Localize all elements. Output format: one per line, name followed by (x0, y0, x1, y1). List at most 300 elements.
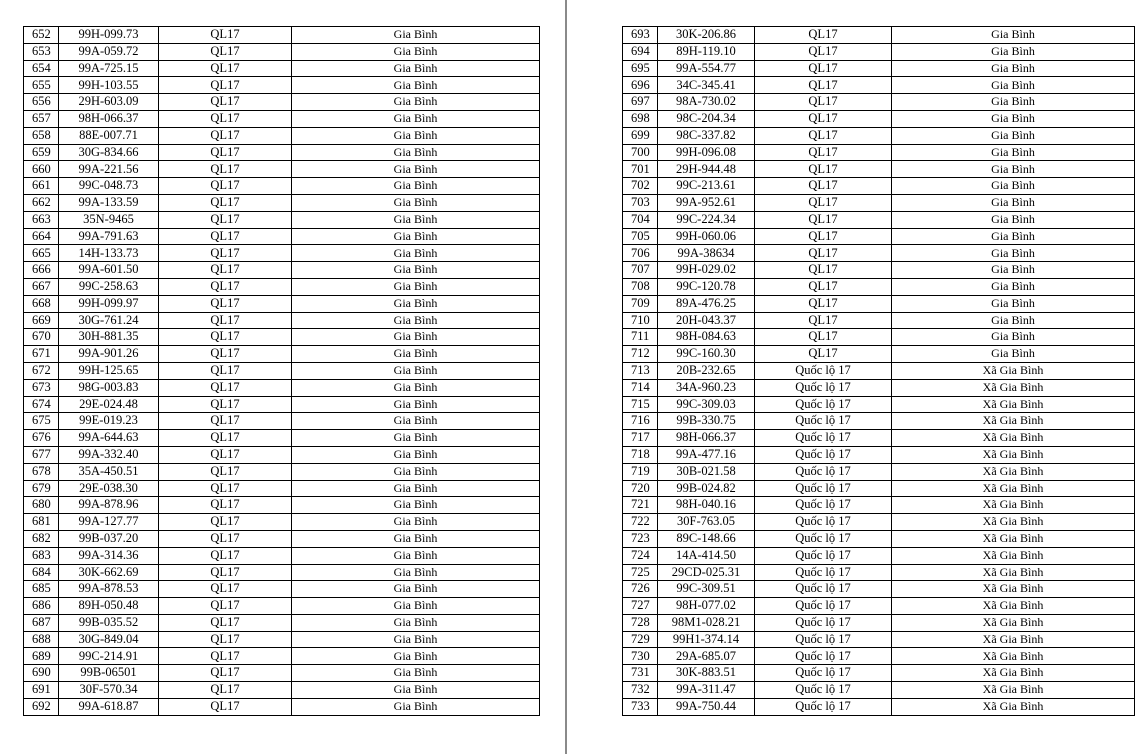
license-plate-cell: 29A-685.07 (658, 648, 755, 665)
table-row (24, 245, 540, 262)
row-number-cell: 663 (24, 211, 59, 228)
table-row (623, 581, 1135, 598)
road-cell: QL17 (159, 698, 292, 715)
table-row (623, 43, 1135, 60)
location-cell: Xã Gia Bình (892, 413, 1135, 430)
license-plate-cell: 99A-901.26 (59, 346, 159, 363)
road-cell: QL17 (159, 60, 292, 77)
table-row (24, 27, 540, 44)
location-cell: Gia Bình (892, 312, 1135, 329)
license-plate-cell: 98A-730.02 (658, 94, 755, 111)
row-number-cell: 698 (623, 110, 658, 127)
road-cell: QL17 (755, 329, 892, 346)
table-row (623, 463, 1135, 480)
row-number-cell: 655 (24, 77, 59, 94)
table-row (623, 194, 1135, 211)
location-cell: Gia Bình (292, 631, 540, 648)
table-row (623, 312, 1135, 329)
license-plate-cell: 88E-007.71 (59, 127, 159, 144)
row-number-cell: 732 (623, 682, 658, 699)
row-number-cell: 662 (24, 194, 59, 211)
row-number-cell: 703 (623, 194, 658, 211)
plate-table-right-body (623, 27, 1135, 716)
table-row (623, 547, 1135, 564)
row-number-cell: 686 (24, 598, 59, 615)
license-plate-cell: 99A-644.63 (59, 430, 159, 447)
row-number-cell: 652 (24, 27, 59, 44)
row-number-cell: 717 (623, 430, 658, 447)
table-row (623, 362, 1135, 379)
location-cell: Gia Bình (292, 295, 540, 312)
license-plate-cell: 99A-554.77 (658, 60, 755, 77)
road-cell: QL17 (159, 211, 292, 228)
road-cell: QL17 (755, 43, 892, 60)
road-cell: Quốc lộ 17 (755, 614, 892, 631)
road-cell: QL17 (159, 178, 292, 195)
road-cell: QL17 (755, 110, 892, 127)
location-cell: Gia Bình (292, 463, 540, 480)
table-row (623, 127, 1135, 144)
location-cell: Gia Bình (892, 245, 1135, 262)
row-number-cell: 666 (24, 262, 59, 279)
license-plate-cell: 89C-148.66 (658, 530, 755, 547)
road-cell: QL17 (755, 312, 892, 329)
table-row (623, 413, 1135, 430)
license-plate-cell: 99H-103.55 (59, 77, 159, 94)
location-cell: Gia Bình (292, 211, 540, 228)
table-row (623, 480, 1135, 497)
table-row (24, 598, 540, 615)
row-number-cell: 682 (24, 530, 59, 547)
road-cell: QL17 (755, 127, 892, 144)
row-number-cell: 733 (623, 698, 658, 715)
license-plate-cell: 99B-035.52 (59, 614, 159, 631)
location-cell: Xã Gia Bình (892, 530, 1135, 547)
road-cell: QL17 (159, 497, 292, 514)
table-row (623, 60, 1135, 77)
location-cell: Gia Bình (292, 446, 540, 463)
license-plate-cell: 99A-477.16 (658, 446, 755, 463)
table-row (623, 598, 1135, 615)
road-cell: Quốc lộ 17 (755, 547, 892, 564)
road-cell: QL17 (159, 682, 292, 699)
row-number-cell: 654 (24, 60, 59, 77)
license-plate-cell: 99B-037.20 (59, 530, 159, 547)
license-plate-cell: 99A-314.36 (59, 547, 159, 564)
road-cell: Quốc lộ 17 (755, 413, 892, 430)
row-number-cell: 706 (623, 245, 658, 262)
license-plate-cell: 29H-603.09 (59, 94, 159, 111)
location-cell: Gia Bình (292, 127, 540, 144)
road-cell: QL17 (159, 94, 292, 111)
table-row (24, 463, 540, 480)
table-row (24, 295, 540, 312)
license-plate-cell: 30K-662.69 (59, 564, 159, 581)
table-row (623, 631, 1135, 648)
license-plate-cell: 14H-133.73 (59, 245, 159, 262)
road-cell: QL17 (159, 228, 292, 245)
license-plate-cell: 34C-345.41 (658, 77, 755, 94)
row-number-cell: 690 (24, 665, 59, 682)
road-cell: QL17 (159, 379, 292, 396)
location-cell: Gia Bình (892, 295, 1135, 312)
table-row (24, 446, 540, 463)
location-cell: Gia Bình (292, 648, 540, 665)
road-cell: QL17 (159, 329, 292, 346)
road-cell: QL17 (159, 648, 292, 665)
road-cell: Quốc lộ 17 (755, 362, 892, 379)
road-cell: Quốc lộ 17 (755, 648, 892, 665)
road-cell: QL17 (159, 245, 292, 262)
license-plate-cell: 29E-038.30 (59, 480, 159, 497)
row-number-cell: 656 (24, 94, 59, 111)
road-cell: Quốc lộ 17 (755, 480, 892, 497)
location-cell: Xã Gia Bình (892, 598, 1135, 615)
road-cell: QL17 (755, 262, 892, 279)
table-row (24, 312, 540, 329)
license-plate-cell: 98M1-028.21 (658, 614, 755, 631)
license-plate-cell: 99A-952.61 (658, 194, 755, 211)
row-number-cell: 697 (623, 94, 658, 111)
row-number-cell: 715 (623, 396, 658, 413)
license-plate-cell: 98C-204.34 (658, 110, 755, 127)
table-row (623, 648, 1135, 665)
license-plate-cell: 98H-040.16 (658, 497, 755, 514)
table-row (24, 346, 540, 363)
location-cell: Gia Bình (292, 60, 540, 77)
license-plate-cell: 29H-944.48 (658, 161, 755, 178)
road-cell: QL17 (159, 346, 292, 363)
row-number-cell: 702 (623, 178, 658, 195)
table-row (24, 614, 540, 631)
road-cell: Quốc lộ 17 (755, 598, 892, 615)
table-row (24, 262, 540, 279)
license-plate-cell: 99A-133.59 (59, 194, 159, 211)
road-cell: QL17 (159, 144, 292, 161)
location-cell: Gia Bình (292, 682, 540, 699)
table-row (24, 94, 540, 111)
table-row (24, 278, 540, 295)
table-row (623, 27, 1135, 44)
location-cell: Gia Bình (292, 161, 540, 178)
row-number-cell: 661 (24, 178, 59, 195)
road-cell: QL17 (755, 161, 892, 178)
location-cell: Gia Bình (892, 329, 1135, 346)
table-row (623, 228, 1135, 245)
location-cell: Xã Gia Bình (892, 514, 1135, 531)
table-row (623, 161, 1135, 178)
road-cell: QL17 (755, 60, 892, 77)
road-cell: QL17 (755, 228, 892, 245)
location-cell: Gia Bình (292, 94, 540, 111)
road-cell: QL17 (159, 480, 292, 497)
license-plate-cell: 99A-059.72 (59, 43, 159, 60)
row-number-cell: 707 (623, 262, 658, 279)
location-cell: Gia Bình (892, 60, 1135, 77)
table-row (623, 682, 1135, 699)
license-plate-cell: 99H-099.97 (59, 295, 159, 312)
location-cell: Gia Bình (292, 665, 540, 682)
road-cell: QL17 (755, 194, 892, 211)
license-plate-cell: 30G-834.66 (59, 144, 159, 161)
location-cell: Gia Bình (292, 228, 540, 245)
license-plate-cell: 99H-099.73 (59, 27, 159, 44)
license-plate-cell: 99A-750.44 (658, 698, 755, 715)
road-cell: QL17 (755, 178, 892, 195)
table-row (623, 396, 1135, 413)
table-row (623, 665, 1135, 682)
road-cell: Quốc lộ 17 (755, 514, 892, 531)
license-plate-cell: 99A-791.63 (59, 228, 159, 245)
table-row (24, 194, 540, 211)
table-row (24, 430, 540, 447)
road-cell: Quốc lộ 17 (755, 446, 892, 463)
row-number-cell: 660 (24, 161, 59, 178)
location-cell: Xã Gia Bình (892, 379, 1135, 396)
row-number-cell: 688 (24, 631, 59, 648)
license-plate-cell: 99A-618.87 (59, 698, 159, 715)
location-cell: Gia Bình (292, 43, 540, 60)
license-plate-cell: 30F-570.34 (59, 682, 159, 699)
license-plate-cell: 99A-38634 (658, 245, 755, 262)
road-cell: QL17 (159, 547, 292, 564)
location-cell: Xã Gia Bình (892, 665, 1135, 682)
row-number-cell: 672 (24, 362, 59, 379)
row-number-cell: 709 (623, 295, 658, 312)
table-row (623, 698, 1135, 715)
road-cell: Quốc lộ 17 (755, 698, 892, 715)
table-row (623, 514, 1135, 531)
row-number-cell: 685 (24, 581, 59, 598)
row-number-cell: 673 (24, 379, 59, 396)
license-plate-cell: 30H-881.35 (59, 329, 159, 346)
row-number-cell: 659 (24, 144, 59, 161)
location-cell: Gia Bình (892, 110, 1135, 127)
table-row (24, 682, 540, 699)
location-cell: Gia Bình (292, 312, 540, 329)
road-cell: QL17 (755, 94, 892, 111)
table-row (24, 547, 540, 564)
license-plate-cell: 99A-127.77 (59, 514, 159, 531)
location-cell: Gia Bình (292, 346, 540, 363)
location-cell: Xã Gia Bình (892, 564, 1135, 581)
location-cell: Gia Bình (292, 110, 540, 127)
row-number-cell: 653 (24, 43, 59, 60)
license-plate-cell: 98H-066.37 (658, 430, 755, 447)
license-plate-cell: 99B-024.82 (658, 480, 755, 497)
table-row (623, 446, 1135, 463)
location-cell: Gia Bình (892, 211, 1135, 228)
location-cell: Gia Bình (892, 94, 1135, 111)
road-cell: QL17 (755, 144, 892, 161)
row-number-cell: 712 (623, 346, 658, 363)
license-plate-cell: 99A-878.96 (59, 497, 159, 514)
document-page-right (567, 0, 1141, 754)
table-row (623, 278, 1135, 295)
road-cell: QL17 (755, 278, 892, 295)
row-number-cell: 710 (623, 312, 658, 329)
road-cell: QL17 (159, 564, 292, 581)
location-cell: Gia Bình (292, 497, 540, 514)
row-number-cell: 705 (623, 228, 658, 245)
license-plate-cell: 98G-003.83 (59, 379, 159, 396)
license-plate-cell: 30K-206.86 (658, 27, 755, 44)
location-cell: Gia Bình (892, 228, 1135, 245)
road-cell: QL17 (159, 665, 292, 682)
road-cell: QL17 (159, 581, 292, 598)
road-cell: QL17 (159, 631, 292, 648)
location-cell: Gia Bình (292, 362, 540, 379)
table-row (623, 346, 1135, 363)
table-row (24, 60, 540, 77)
location-cell: Gia Bình (292, 27, 540, 44)
plate-table-left (23, 26, 540, 716)
location-cell: Xã Gia Bình (892, 446, 1135, 463)
row-number-cell: 700 (623, 144, 658, 161)
table-row (24, 362, 540, 379)
row-number-cell: 727 (623, 598, 658, 615)
table-row (24, 581, 540, 598)
location-cell: Gia Bình (292, 77, 540, 94)
location-cell: Xã Gia Bình (892, 698, 1135, 715)
row-number-cell: 691 (24, 682, 59, 699)
table-row (623, 94, 1135, 111)
license-plate-cell: 14A-414.50 (658, 547, 755, 564)
location-cell: Xã Gia Bình (892, 648, 1135, 665)
row-number-cell: 684 (24, 564, 59, 581)
location-cell: Gia Bình (892, 178, 1135, 195)
road-cell: QL17 (159, 110, 292, 127)
location-cell: Gia Bình (892, 43, 1135, 60)
license-plate-cell: 99C-224.34 (658, 211, 755, 228)
location-cell: Gia Bình (292, 564, 540, 581)
road-cell: QL17 (159, 396, 292, 413)
license-plate-cell: 99C-120.78 (658, 278, 755, 295)
row-number-cell: 704 (623, 211, 658, 228)
row-number-cell: 671 (24, 346, 59, 363)
table-row (24, 144, 540, 161)
license-plate-cell: 99B-330.75 (658, 413, 755, 430)
road-cell: Quốc lộ 17 (755, 564, 892, 581)
location-cell: Gia Bình (292, 396, 540, 413)
row-number-cell: 708 (623, 278, 658, 295)
table-row (623, 497, 1135, 514)
location-cell: Xã Gia Bình (892, 631, 1135, 648)
location-cell: Xã Gia Bình (892, 396, 1135, 413)
road-cell: QL17 (755, 211, 892, 228)
road-cell: QL17 (159, 514, 292, 531)
location-cell: Gia Bình (892, 278, 1135, 295)
table-row (24, 379, 540, 396)
row-number-cell: 701 (623, 161, 658, 178)
road-cell: QL17 (159, 312, 292, 329)
road-cell: QL17 (159, 362, 292, 379)
license-plate-cell: 35N-9465 (59, 211, 159, 228)
table-row (24, 648, 540, 665)
row-number-cell: 675 (24, 413, 59, 430)
location-cell: Gia Bình (292, 329, 540, 346)
location-cell: Gia Bình (292, 178, 540, 195)
license-plate-cell: 89H-119.10 (658, 43, 755, 60)
road-cell: Quốc lộ 17 (755, 530, 892, 547)
road-cell: QL17 (755, 77, 892, 94)
road-cell: QL17 (159, 295, 292, 312)
road-cell: QL17 (159, 27, 292, 44)
license-plate-cell: 34A-960.23 (658, 379, 755, 396)
location-cell: Xã Gia Bình (892, 430, 1135, 447)
road-cell: QL17 (159, 598, 292, 615)
road-cell: Quốc lộ 17 (755, 497, 892, 514)
license-plate-cell: 20H-043.37 (658, 312, 755, 329)
license-plate-cell: 99A-311.47 (658, 682, 755, 699)
road-cell: QL17 (159, 127, 292, 144)
road-cell: QL17 (159, 614, 292, 631)
location-cell: Gia Bình (892, 346, 1135, 363)
license-plate-cell: 99H-125.65 (59, 362, 159, 379)
table-row (623, 379, 1135, 396)
location-cell: Xã Gia Bình (892, 480, 1135, 497)
road-cell: QL17 (159, 77, 292, 94)
row-number-cell: 657 (24, 110, 59, 127)
license-plate-cell: 98H-084.63 (658, 329, 755, 346)
row-number-cell: 681 (24, 514, 59, 531)
location-cell: Xã Gia Bình (892, 682, 1135, 699)
row-number-cell: 669 (24, 312, 59, 329)
row-number-cell: 731 (623, 665, 658, 682)
location-cell: Gia Bình (292, 379, 540, 396)
location-cell: Xã Gia Bình (892, 497, 1135, 514)
row-number-cell: 677 (24, 446, 59, 463)
location-cell: Gia Bình (292, 598, 540, 615)
road-cell: QL17 (159, 463, 292, 480)
row-number-cell: 676 (24, 430, 59, 447)
row-number-cell: 692 (24, 698, 59, 715)
row-number-cell: 714 (623, 379, 658, 396)
road-cell: QL17 (159, 278, 292, 295)
road-cell: QL17 (159, 413, 292, 430)
table-row (24, 497, 540, 514)
row-number-cell: 716 (623, 413, 658, 430)
row-number-cell: 726 (623, 581, 658, 598)
row-number-cell: 694 (623, 43, 658, 60)
location-cell: Gia Bình (292, 430, 540, 447)
table-row (623, 211, 1135, 228)
license-plate-cell: 29CD-025.31 (658, 564, 755, 581)
table-row (623, 110, 1135, 127)
license-plate-cell: 99H-096.08 (658, 144, 755, 161)
license-plate-cell: 30K-883.51 (658, 665, 755, 682)
row-number-cell: 725 (623, 564, 658, 581)
table-row (24, 665, 540, 682)
license-plate-cell: 99C-160.30 (658, 346, 755, 363)
table-row (24, 514, 540, 531)
location-cell: Gia Bình (292, 698, 540, 715)
license-plate-cell: 30G-849.04 (59, 631, 159, 648)
license-plate-cell: 99E-019.23 (59, 413, 159, 430)
location-cell: Gia Bình (292, 245, 540, 262)
location-cell: Xã Gia Bình (892, 463, 1135, 480)
license-plate-cell: 99C-048.73 (59, 178, 159, 195)
location-cell: Gia Bình (292, 262, 540, 279)
row-number-cell: 695 (623, 60, 658, 77)
road-cell: QL17 (159, 530, 292, 547)
license-plate-cell: 99A-601.50 (59, 262, 159, 279)
road-cell: QL17 (755, 27, 892, 44)
row-number-cell: 683 (24, 547, 59, 564)
row-number-cell: 718 (623, 446, 658, 463)
road-cell: QL17 (159, 194, 292, 211)
table-row (24, 396, 540, 413)
